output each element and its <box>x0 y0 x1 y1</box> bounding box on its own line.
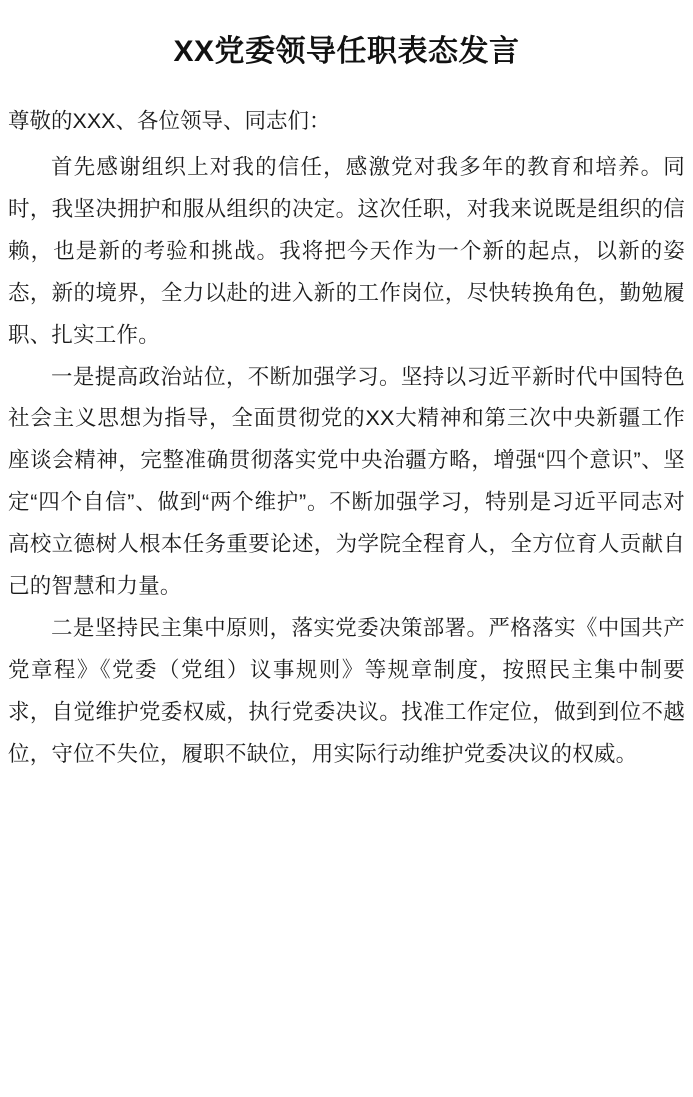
salutation-line: 尊敬的XXX、各位领导、同志们： <box>8 109 331 133</box>
body-paragraph: 二是坚持民主集中原则，落实党委决策部署。严格落实《中国共产党章程》《党委（党组）议事规则》等规章制度，按照民主集中制要求，自觉维护党委权威，执行党委决议。找准工作定位，做到到位不越位，守位不失位，履职不缺位，用实际行动维护党委决议的权威。 <box>8 616 685 766</box>
body-paragraph: 一是提高政治站位，不断加强学习。坚持以习近平新时代中国特色社会主义思想为指导，全面贯彻党的XX大精神和第三次中央新疆工作座谈会精神，完整准确贯彻落实党中央治疆方略，增强“四个意识”、坚定“四个自信”、做到“两个维护”。不断加强学习，特别是习近平同志对高校立德树人根本任务重要论述，为学院全程育人，全方位育人贡献自己的智慧和力量。 <box>8 364 685 599</box>
page-title: XX党委领导任职表态发言 <box>173 35 520 68</box>
body-paragraph: 首先感谢组织上对我的信任，感激党对我多年的教育和培养。同时，我坚决拥护和服从组织的决定。这次任职，对我来说既是组织的信赖，也是新的考验和挑战。我将把今天作为一个新的起点，以新的姿态，新的境界，全力以赴的进入新的工作岗位，尽快转换角色，勤勉履职、扎实工作。 <box>8 154 685 347</box>
